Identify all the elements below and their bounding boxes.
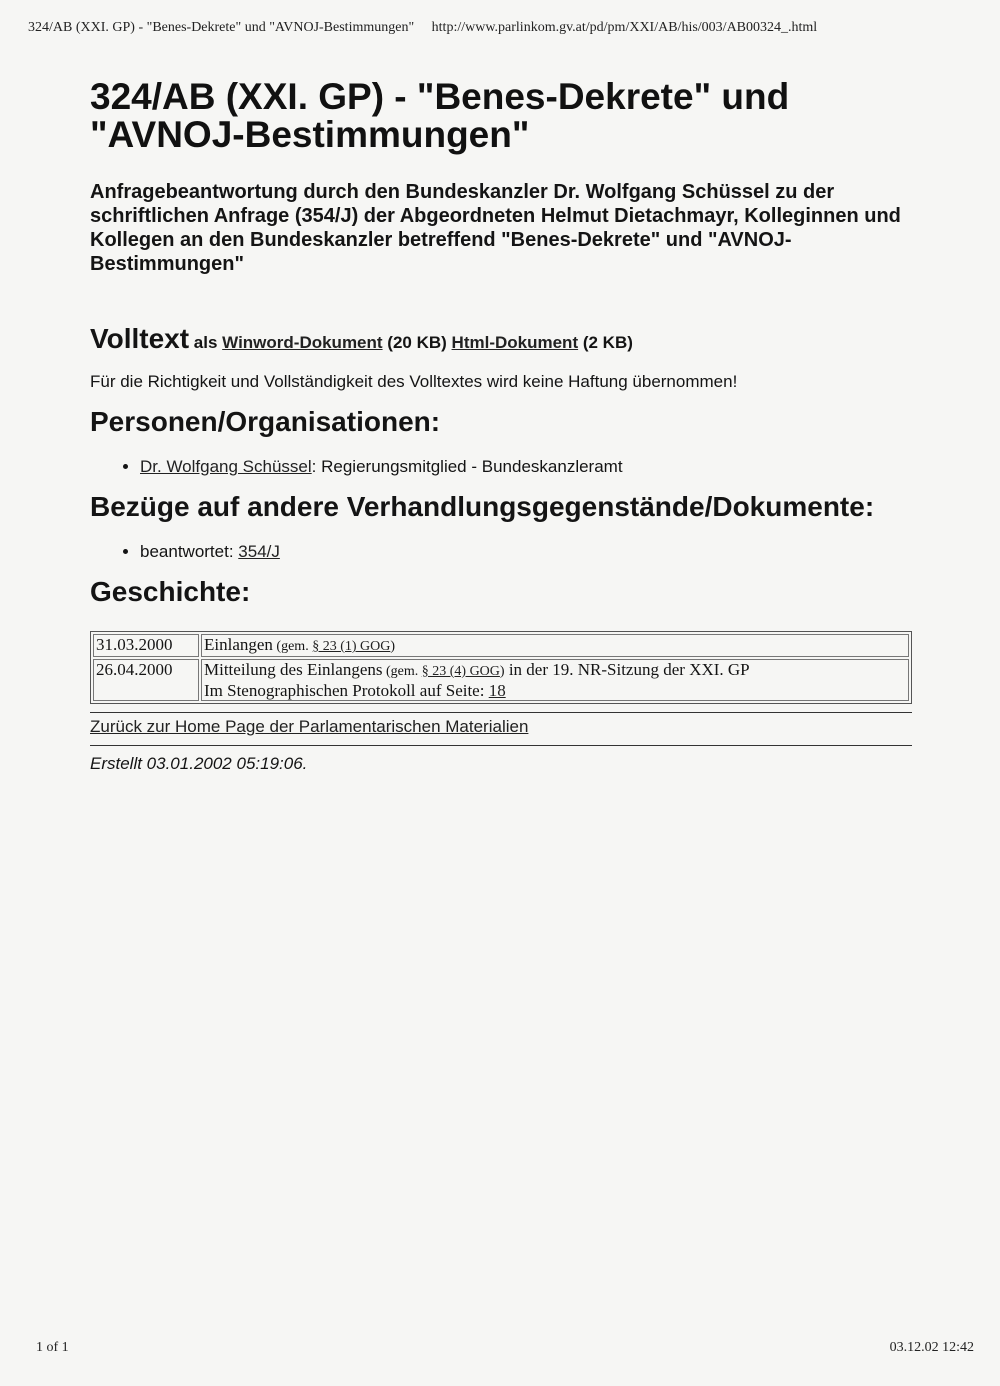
volltext-line [90, 324, 912, 358]
protocol-page-link[interactable]: 18 [488, 681, 506, 700]
personen-list [90, 457, 912, 477]
protocol-text: Im Stenographischen Protokoll auf Seite: [204, 681, 489, 700]
gog-link[interactable]: § 23 (4) GOG [421, 664, 500, 679]
home-line [90, 717, 912, 737]
geschichte-heading: Geschichte: [90, 576, 251, 607]
volltext-als: als [193, 333, 218, 352]
volltext-heading: Volltext [90, 323, 190, 354]
list-item [140, 542, 912, 562]
winword-size: (20 KB) [387, 333, 447, 352]
bezuege-heading: Bezüge auf andere Verhandlungsgegenstände/Dokumente: [90, 491, 875, 522]
created-timestamp: Erstellt 03.01.2002 05:19:06. [90, 754, 308, 773]
html-document-link[interactable]: Html-Dokument [451, 333, 579, 352]
home-page-link[interactable]: Zurück zur Home Page der Parlamentarischen Materialien [90, 717, 529, 736]
history-date: 26.04.2000 [93, 659, 199, 701]
bezug-link[interactable]: 354/J [238, 542, 280, 561]
history-ref-post: ) [390, 639, 396, 654]
list-item [140, 457, 912, 477]
table-row [93, 634, 909, 657]
print-header-url: http://www.parlinkom.gv.at/pd/pm/XXI/AB/his/003/AB00324_.html [431, 20, 818, 35]
divider [90, 712, 912, 713]
bezug-prefix: beantwortet: [140, 542, 239, 561]
person-role: : Regierungsmitglied - Bundeskanzleramt [311, 457, 623, 476]
bezuege-list [90, 542, 912, 562]
history-text: Einlangen [204, 635, 273, 654]
page-title: 324/AB (XXI. GP) - "Benes-Dekrete" und "AVNOJ-Bestimmungen" [90, 76, 790, 155]
history-entry [201, 659, 909, 701]
history-ref-post: ) [499, 664, 505, 679]
table-row [93, 659, 909, 701]
volltext-disclaimer: Für die Richtigkeit und Vollständigkeit des Volltextes wird keine Haftung übernommen! [90, 372, 738, 391]
print-footer-page: 1 of 1 [36, 1340, 69, 1355]
history-entry [201, 634, 909, 657]
history-text-tail: in der 19. NR-Sitzung der XXI. GP [504, 660, 750, 679]
print-footer-timestamp: 03.12.02 12:42 [889, 1340, 974, 1355]
personen-heading: Personen/Organisationen: [90, 406, 441, 437]
history-text: Mitteilung des Einlangens [204, 660, 383, 679]
history-ref-pre: (gem. [382, 664, 422, 679]
gog-link[interactable]: § 23 (1) GOG [312, 639, 391, 654]
history-ref-pre: (gem. [272, 639, 313, 654]
html-size: (2 KB) [582, 333, 633, 352]
page-subtitle: Anfragebeantwortung durch den Bundeskanzler Dr. Wolfgang Schüssel zu der schriftlichen Anfrage (354/J) der Abgeordneten Helmut Dietachmayr, Kolleginnen und Kollegen an den Bundeskanzler betreffend "Benes-Dekrete" und "AVNOJ-Bestimmungen" [90, 181, 901, 275]
print-header [28, 20, 988, 36]
print-header-title: 324/AB (XXI. GP) - "Benes-Dekrete" und "AVNOJ-Bestimmungen" [28, 20, 415, 35]
history-table [90, 631, 912, 704]
main-content [90, 78, 912, 774]
person-link[interactable]: Dr. Wolfgang Schüssel [140, 457, 312, 476]
divider [90, 745, 912, 746]
winword-document-link[interactable]: Winword-Dokument [222, 333, 383, 352]
history-date: 31.03.2000 [93, 634, 199, 657]
